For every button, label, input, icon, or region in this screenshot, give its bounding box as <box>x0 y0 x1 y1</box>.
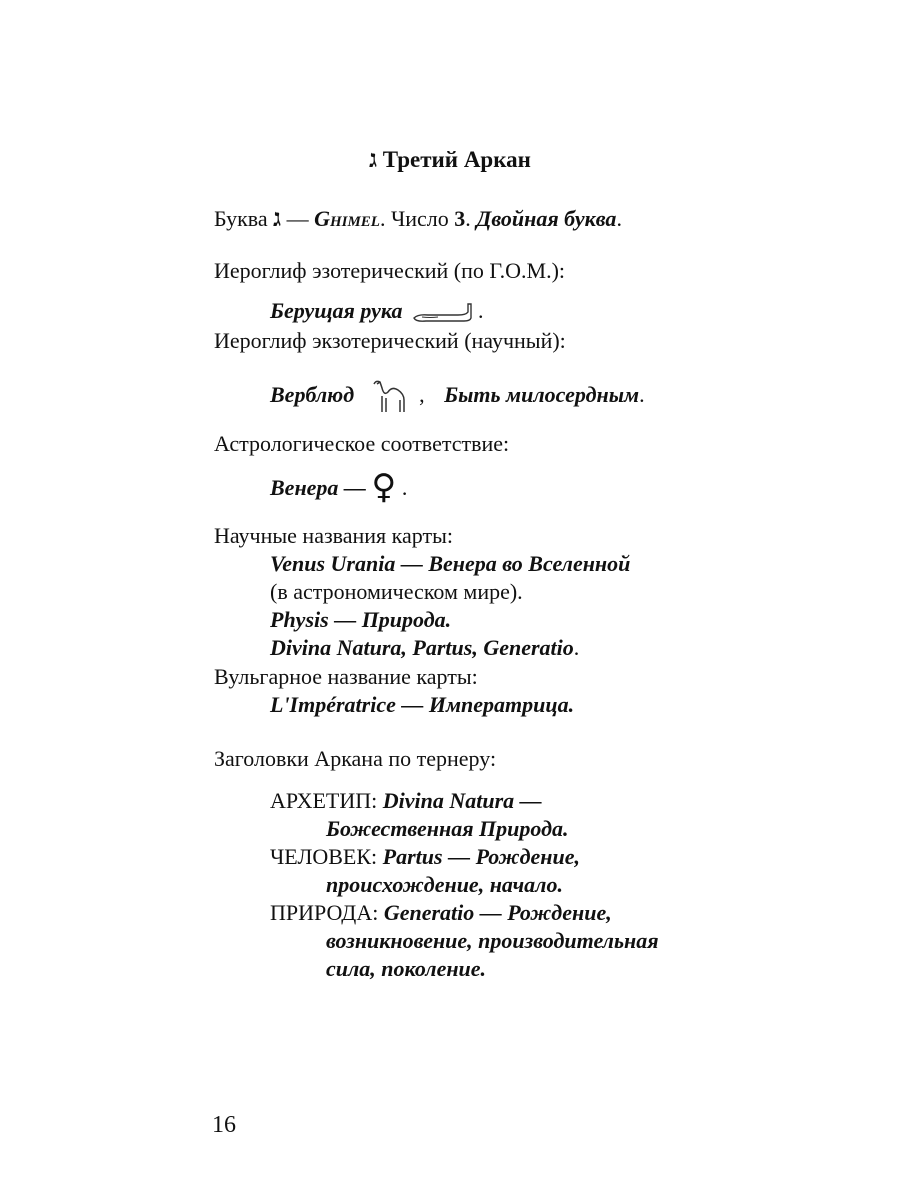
letter-kind: Двойная буква <box>476 206 617 231</box>
nature-rest-1: возникновение, производительная <box>326 928 659 953</box>
ternary-heading: Заголовки Аркана по тернеру: <box>214 746 497 771</box>
chapter-title-text: Третий Аркан <box>382 147 531 172</box>
letter-sep: . <box>465 206 477 231</box>
number-label: . Число <box>379 206 455 231</box>
exoteric-value-line <box>270 378 645 416</box>
chapter-title <box>0 143 900 176</box>
archetype-label: АРХЕТИП: <box>270 788 383 813</box>
scientific-line-4 <box>270 633 579 663</box>
esoteric-heading: Иероглиф эзотерический (по Г.О.М.): <box>214 258 566 283</box>
exoteric-value: Верблюд <box>270 382 355 408</box>
letter-line <box>214 203 622 234</box>
astro-heading: Астрологическое соответствие: <box>214 431 510 456</box>
venus-urania-translation: — Венера во Вселенной <box>395 551 631 576</box>
vulgar-latin: L'Impératrice <box>270 692 396 717</box>
letter-end: . <box>616 206 622 231</box>
letter-glyph: ג <box>273 203 282 232</box>
nature-line <box>270 898 612 928</box>
exoteric-end: . <box>639 382 645 408</box>
vulgar-value-line <box>270 690 574 720</box>
venus-symbol-icon: ♀ <box>371 467 397 507</box>
page-number: 16 <box>212 1112 236 1138</box>
arcana-number: 3 <box>454 206 466 231</box>
vulgar-heading: Вульгарное название карты: <box>214 664 478 689</box>
archetype-latin: Divina Natura — <box>382 788 542 813</box>
nature-label: ПРИРОДА: <box>270 900 384 925</box>
latin-names-end: . <box>573 635 580 660</box>
scientific-line-3 <box>270 605 451 635</box>
man-translation <box>326 870 563 900</box>
nature-value: Generatio — Рождение, <box>383 900 612 925</box>
nature-rest-2: сила, поколение. <box>326 956 487 981</box>
letter-prefix: Буква <box>214 206 274 231</box>
latin-names: Divina Natura, Partus, Generatio <box>270 635 574 660</box>
exoteric-comma: , <box>419 382 425 408</box>
exoteric-meaning: Быть милосердным <box>444 382 640 408</box>
hebrew-gimel-glyph: ג <box>369 144 378 173</box>
archetype-rest: Божественная Природа. <box>326 816 569 841</box>
astro-end: . <box>401 475 408 500</box>
man-rest: происхождение, начало. <box>326 872 563 897</box>
esoteric-end: . <box>477 298 484 323</box>
esoteric-value-line <box>270 296 483 326</box>
physis-translation: — Природа. <box>328 607 452 632</box>
physis: Physis <box>270 607 329 632</box>
letter-dash: — <box>281 206 315 231</box>
man-value: Partus — Рождение, <box>382 844 581 869</box>
esoteric-value: Берущая рука <box>270 298 403 323</box>
vulgar-translation: — Императрица. <box>395 692 575 717</box>
archetype-translation <box>326 814 569 844</box>
man-line <box>270 842 580 872</box>
nature-translation-1 <box>326 926 659 956</box>
camel-hieroglyph-icon <box>370 378 414 416</box>
astro-value: Венера — <box>270 475 366 500</box>
scientific-heading: Научные названия карты: <box>214 523 454 548</box>
letter-name: Ghimel <box>314 206 380 231</box>
exoteric-heading: Иероглиф экзотерический (научный): <box>214 328 566 353</box>
scientific-line-1 <box>270 549 630 579</box>
astro-value-line <box>270 467 408 507</box>
scientific-line-2: (в астрономическом мире). <box>270 579 523 604</box>
archetype-line <box>270 786 542 816</box>
venus-urania: Venus Urania <box>270 551 396 576</box>
man-label: ЧЕЛОВЕК: <box>270 844 383 869</box>
nature-translation-2 <box>326 954 486 984</box>
grasping-hand-hieroglyph-icon <box>408 300 478 326</box>
